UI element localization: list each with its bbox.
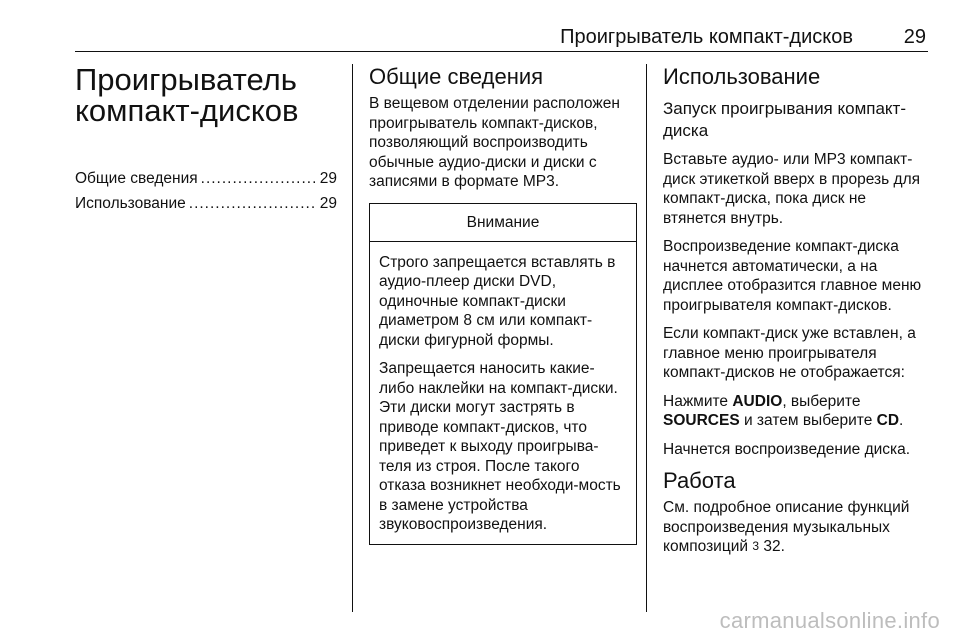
header-title: Проигрыватель компакт-дисков (560, 26, 853, 48)
chapter-title-line: компакт-дисков (75, 93, 299, 128)
paragraph: Если компакт-диск уже вставлен, а главное меню проигрывателя компакт-дисков не отображается: (663, 325, 916, 381)
toc-entry[interactable] (75, 166, 337, 191)
paragraph: Вставьте аудио- или MP3 компакт-диск этикеткой вверх в прорезь для компакт-диска, пока диск не втянется внутрь. (663, 151, 921, 227)
watermark: carmanualsonline.info (719, 608, 940, 633)
text-run: и затем выберите (739, 412, 877, 429)
toc-page: 29 (319, 170, 337, 187)
text-run: Нажмите (663, 392, 733, 410)
button-name-audio: AUDIO (732, 392, 783, 410)
toc-column (75, 64, 337, 216)
text-run: . (899, 412, 904, 429)
paragraph: В вещевом отделении расположен проигрыватель компакт-дисков, позволяющий воспроизводить обычные аудио-диски и диски с записями в формате MP3. (369, 95, 620, 190)
section-heading: Работа (663, 468, 736, 493)
section-heading: Использование (663, 64, 821, 89)
column-divider (352, 64, 353, 612)
paragraph (663, 498, 928, 557)
text-run: , выберите (782, 392, 861, 410)
toc-leader (201, 166, 317, 191)
button-name-cd: CD (876, 412, 900, 429)
general-info-column (369, 64, 637, 545)
page-number: 29 (903, 26, 926, 48)
chapter-title-line: Проигрыватель (75, 62, 297, 97)
usage-column (663, 64, 928, 566)
chapter-title (75, 64, 337, 126)
warning-box (369, 203, 637, 545)
subsection-heading: Запуск проигрывания компакт-диска (663, 99, 906, 140)
warning-body (370, 242, 636, 535)
page-header (75, 24, 928, 52)
column-divider (646, 64, 647, 612)
paragraph: Строго запрещается вставлять в аудио-плеер диски DVD, одиночные компакт-диски диаметром 8 см или компакт-диски фигурной формы. (379, 253, 616, 349)
paragraph: Воспроизведение компакт-диска начнется автоматически, а на дисплее отобразится главное меню проигрывателя компакт-дисков. (663, 238, 922, 314)
paragraph (663, 392, 928, 431)
toc-entry[interactable] (75, 191, 337, 216)
button-name-sources: SOURCES (663, 412, 740, 429)
toc-label: Использование (75, 195, 186, 212)
text-run: См. подробное описание функций воспроизведения музыкальных композиций (663, 499, 910, 555)
paragraph: Начнется воспроизведение диска. (663, 440, 911, 458)
page-reference-icon: 3 (752, 539, 760, 553)
page-reference[interactable]: 32. (763, 538, 785, 555)
section-heading: Общие сведения (369, 64, 544, 89)
paragraph: Запрещается наносить какие-либо наклейки на компакт-диски. Эти диски могут застрять в приводе компакт-дисков, что приведет к выходу проигрыва-теля из строя. После такого отказа возникнет необходи-мость в замене устройства звуковоспроизведения. (379, 360, 621, 533)
toc-label: Общие сведения (75, 170, 198, 187)
warning-title: Внимание (370, 204, 636, 242)
toc-page: 29 (319, 195, 337, 212)
toc-leader (189, 191, 317, 216)
